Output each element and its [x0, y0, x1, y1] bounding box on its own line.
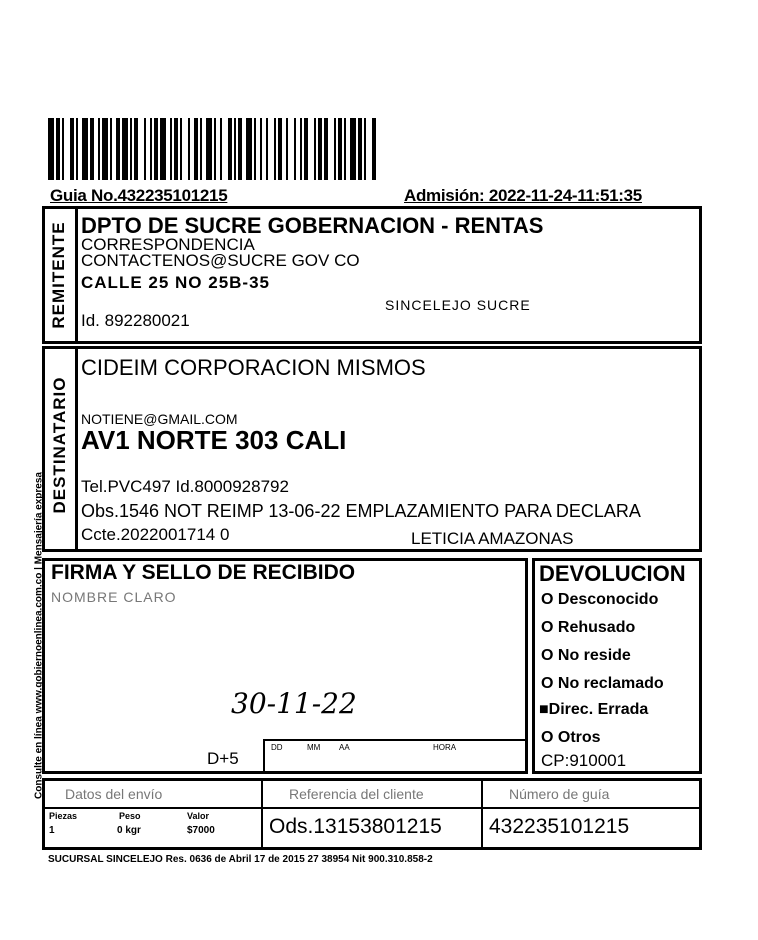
- barcode-space: [376, 118, 378, 180]
- recipient-email: NOTIENE@GMAIL.COM: [81, 411, 238, 427]
- option-rehusado: O Rehusado: [541, 619, 636, 636]
- date-field-aa: AA: [339, 743, 350, 752]
- date-field-mm: MM: [307, 743, 321, 752]
- header-guia: Número de guía: [509, 786, 610, 802]
- piezas-label: Piezas: [49, 811, 78, 821]
- side-text-column: [24, 430, 54, 850]
- client-reference: Ods.13153801215: [269, 815, 442, 838]
- sender-dept: CORRESPONDENCIA: [81, 235, 255, 254]
- sender-label: REMITENTE: [49, 221, 68, 329]
- option-direc-errada: [539, 701, 648, 719]
- barcode: [48, 118, 608, 180]
- date-field-hora: HORA: [433, 743, 457, 752]
- sender-id: Id. 892280021: [81, 311, 190, 330]
- option-desconocido: O Desconocido: [541, 591, 659, 608]
- recipient-name: CIDEIM CORPORACION MISMOS: [81, 355, 426, 380]
- valor-label: Valor: [187, 811, 210, 821]
- valor-value: $7000: [187, 825, 215, 836]
- devolucion-box: [532, 558, 702, 774]
- peso-value: 0 kgr: [117, 825, 141, 836]
- checked-box-icon: ■: [539, 701, 549, 718]
- header-referencia: Referencia del cliente: [289, 786, 424, 802]
- sender-address: CALLE 25 NO 25B-35: [81, 273, 270, 292]
- recipient-tel: Tel.PVC497 Id.8000928792: [81, 477, 289, 496]
- recipient-ccte: Ccte.2022001714 0: [81, 525, 230, 544]
- divider: [481, 781, 483, 847]
- recipient-label: DESTINATARIO: [50, 376, 69, 514]
- d5-label: D+5: [207, 749, 239, 768]
- bottom-table-header: [45, 781, 699, 809]
- header-envio: Datos del envío: [65, 786, 163, 802]
- guide-number-bottom: 432235101215: [489, 815, 630, 838]
- date-field-dd: DD: [271, 743, 283, 752]
- recipient-box: [42, 346, 702, 552]
- option-otros: O Otros: [541, 729, 601, 746]
- piezas-value: 1: [49, 825, 55, 836]
- name-label: NOMBRE CLARO: [51, 589, 177, 605]
- bottom-table: [42, 778, 702, 850]
- divider: [261, 781, 263, 847]
- sender-city: SINCELEJO SUCRE: [385, 297, 531, 313]
- sender-box: [42, 206, 702, 344]
- footer-text: SUCURSAL SINCELEJO Res. 0636 de Abril 17 de 2015 27 38954 Nit 900.310.858-2: [48, 854, 433, 865]
- date-fields: [263, 739, 527, 771]
- recipient-address: AV1 NORTE 303 CALI: [81, 425, 347, 455]
- peso-label: Peso: [119, 811, 141, 821]
- sender-label-column: [45, 209, 78, 341]
- sender-name: DPTO DE SUCRE GOBERNACION - RENTAS: [81, 213, 544, 238]
- postal-code: CP:910001: [541, 751, 627, 770]
- devolucion-title: DEVOLUCION: [539, 561, 686, 586]
- sender-email: CONTACTENOS@SUCRE GOV CO: [81, 251, 360, 270]
- signature-box: [42, 558, 528, 774]
- admission-date: Admisión: 2022-11-24-11:51:35: [404, 186, 642, 205]
- signature-title: FIRMA Y SELLO DE RECIBIDO: [51, 561, 356, 584]
- recipient-obs: Obs.1546 NOT REIMP 13-06-22 EMPLAZAMIENTO PARA DECLARA: [81, 501, 641, 521]
- side-text: Consulte en línea www.gobiernoenlinea.com.co | Mensajería expresa: [33, 472, 45, 799]
- option-no-reclamado: O No reclamado: [541, 675, 664, 692]
- option-no-reside: O No reside: [541, 647, 631, 664]
- option-direc-errada-label: Direc. Errada: [548, 701, 649, 718]
- recipient-city: LETICIA AMAZONAS: [411, 529, 574, 548]
- guide-number: Guia No.432235101215: [50, 186, 228, 205]
- handwritten-date: 30-11-22: [231, 687, 357, 720]
